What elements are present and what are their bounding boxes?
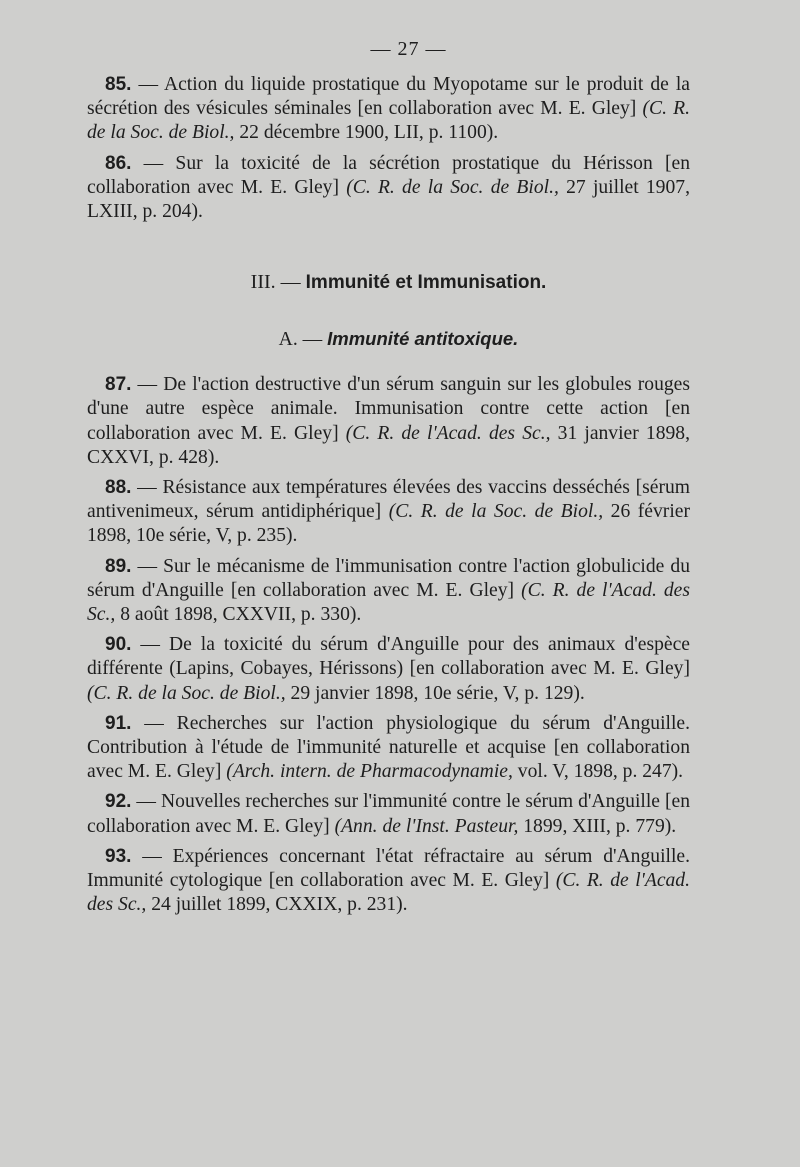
subsection-name: Immunité antitoxique. bbox=[327, 328, 519, 350]
entry-reference: (C. R. de l'Acad. des Sc., bbox=[87, 579, 690, 626]
entry-tail: 26 février 1898, 10e série, V, p. 235). bbox=[87, 501, 690, 547]
entries-after bbox=[87, 373, 690, 917]
bibliography-entry bbox=[87, 152, 690, 225]
entry-number: 89. bbox=[105, 555, 132, 577]
bibliography-entry bbox=[87, 476, 690, 549]
bibliography-entry bbox=[87, 373, 690, 470]
entry-text: — De l'action destructive d'un sérum sanguin sur les globules rouges d'une autre espèce animale. Immunisation contre cette action [en collaboration avec M. E. Gley] bbox=[87, 374, 691, 444]
entry-text: — Sur le mécanisme de l'immunisation contre l'action globulicide du sérum d'Anguille [en collaboration avec M. E. Gley] bbox=[87, 555, 690, 601]
entry-text: — Recherches sur l'action physiologique du sérum d'Anguille. Contribution à l'étude de l'immunité naturelle et acquise [en collaboration avec M. E. Gley] bbox=[87, 712, 690, 783]
entry-reference: (C. R. de la Soc. de Biol., bbox=[87, 98, 691, 144]
bibliography-entry bbox=[87, 712, 690, 785]
bibliography-entry bbox=[87, 845, 690, 918]
subsection-label: A. — bbox=[278, 329, 323, 351]
entry-tail: vol. V, 1898, p. 247). bbox=[517, 761, 684, 783]
entry-number: 87. bbox=[105, 374, 132, 396]
entry-number: 88. bbox=[105, 477, 132, 499]
entry-tail: 1899, XIII, p. 779). bbox=[523, 815, 677, 837]
entry-reference: (C. R. de la Soc. de Biol., bbox=[87, 682, 286, 704]
subsection-title bbox=[87, 328, 690, 351]
entry-text: — De la toxicité du sérum d'Anguille pour des animaux d'espèce différente (Lapins, Cobayes, Hérissons) [en collaboration avec M. E. Gley] bbox=[87, 634, 690, 680]
section-title bbox=[87, 271, 690, 294]
entry-reference: (C. R. de l'Acad. des Sc., bbox=[345, 422, 551, 444]
page-number: — 27 — bbox=[370, 38, 447, 60]
bibliography-entry bbox=[87, 633, 690, 706]
bibliography-entry bbox=[87, 555, 690, 628]
entry-number: 92. bbox=[105, 791, 132, 813]
entry-text: — Sur la toxicité de la sécrétion prostatique du Hérisson [en collaboration avec M. E. Gley] bbox=[87, 152, 690, 198]
entry-text: — Action du liquide prostatique du Myopotame sur le produit de la sécrétion des vésicules séminales [en collaboration avec M. E. Gley] bbox=[87, 74, 690, 120]
section-name: Immunité et Immunisation. bbox=[305, 272, 547, 294]
entry-reference: (Ann. de l'Inst. Pasteur, bbox=[334, 815, 519, 837]
entry-tail: 24 juillet 1899, CXXIX, p. 231). bbox=[151, 894, 408, 916]
entry-text: — Nouvelles recherches sur l'immunité contre le sérum d'Anguille [en collaboration avec M. E. Gley] bbox=[87, 791, 691, 837]
entry-reference: (C. R. de la Soc. de Biol., bbox=[388, 501, 604, 523]
entry-tail: 31 janvier 1898, CXXVI, p. 428). bbox=[87, 422, 690, 468]
entry-number: 90. bbox=[105, 634, 132, 656]
entry-number: 91. bbox=[105, 712, 132, 734]
entry-tail: 29 janvier 1898, 10e série, V, p. 129). bbox=[290, 682, 585, 704]
entry-number: 93. bbox=[105, 845, 132, 867]
bibliography-entry bbox=[87, 73, 690, 146]
entries-before bbox=[87, 73, 690, 224]
entry-reference: (C. R. de la Soc. de Biol., bbox=[346, 176, 559, 198]
entry-tail: 22 décembre 1900, LII, p. 1100). bbox=[239, 122, 499, 144]
entry-tail: 27 juillet 1907, LXIII, p. 204). bbox=[87, 176, 690, 223]
section-label: III. — bbox=[250, 271, 301, 294]
entry-number: 85. bbox=[105, 74, 132, 95]
entry-number: 86. bbox=[105, 152, 132, 174]
entry-tail: 8 août 1898, CXXVII, p. 330). bbox=[120, 604, 362, 626]
entry-text: — Résistance aux températures élevées des vaccins desséchés [sérum antivenimeux, sérum antidiphérique] bbox=[87, 477, 691, 523]
entry-text: — Expériences concernant l'état réfractaire au sérum d'Anguille. Immunité cytologique [en collaboration avec M. E. Gley] bbox=[87, 845, 690, 892]
entry-reference: (C. R. de l'Acad. des Sc., bbox=[87, 870, 691, 916]
bibliography-entry bbox=[87, 790, 690, 838]
entry-reference: (Arch. intern. de Pharmacodynamie, bbox=[226, 761, 513, 783]
